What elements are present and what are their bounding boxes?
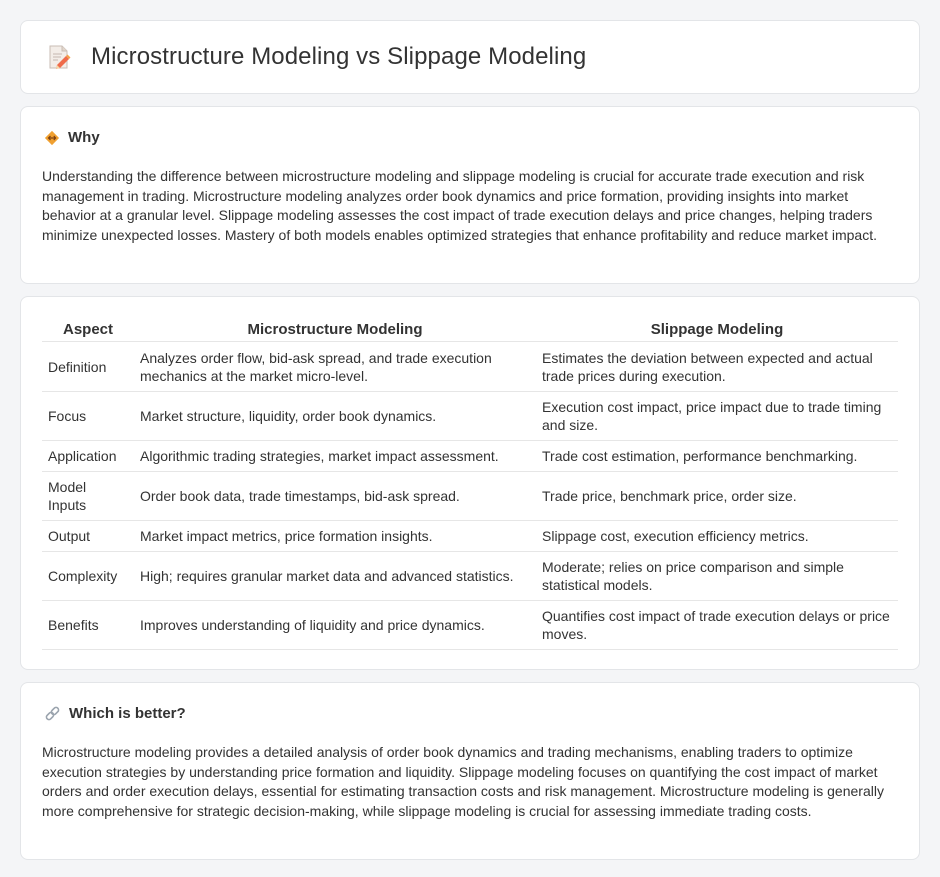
why-heading: [42, 129, 898, 146]
row-microstructure: High; requires granular market data and advanced statistics.: [134, 552, 536, 601]
row-slippage: Quantifies cost impact of trade execution delays or price moves.: [536, 601, 898, 650]
table-row: [42, 552, 898, 601]
table-row: [42, 472, 898, 521]
diamond-arrows-icon: [44, 130, 60, 146]
link-icon: [44, 705, 61, 722]
header-microstructure: Microstructure Modeling: [247, 321, 423, 338]
row-microstructure: Order book data, trade timestamps, bid-ask spread.: [134, 472, 536, 521]
row-aspect: Benefits: [42, 601, 134, 650]
page-title: Microstructure Modeling vs Slippage Modeling: [91, 43, 587, 70]
row-microstructure: Market structure, liquidity, order book dynamics.: [134, 392, 536, 441]
header-slippage: Slippage Modeling: [650, 321, 784, 338]
row-microstructure: Algorithmic trading strategies, market impact assessment.: [134, 441, 536, 472]
header-card: [20, 20, 920, 94]
table-row: [42, 521, 898, 552]
row-aspect: Complexity: [42, 552, 134, 601]
which-is-better-section: [20, 682, 920, 860]
header-aspect: Aspect: [62, 321, 114, 338]
row-aspect: Focus: [42, 392, 134, 441]
why-title: Why: [68, 129, 100, 146]
comparison-table-card: [20, 296, 920, 670]
why-paragraph: Understanding the difference between microstructure modeling and slippage modeling is crucial for accurate trade execution and risk management in trading. Microstructure modeling analyzes order book dynamics and price formation, providing insights into market behavior at a granular level. Slippage modeling assesses the cost impact of trade execution delays and price changes, helping traders minimize unexpected losses. Mastery of both models enables optimized strategies that enhance profitability and reduce market impact.: [42, 168, 877, 243]
document-pencil-icon: [47, 44, 71, 70]
comparison-table: [42, 317, 898, 650]
better-heading: [42, 705, 898, 722]
better-paragraph: Microstructure modeling provides a detailed analysis of order book dynamics and trading mechanisms, enabling traders to optimize execution strategies by understanding price formation and liquidity. Slippage modeling focuses on quantifying the cost impact of market orders and order execution delays, essential for estimating transaction costs and risk management. Microstructure modeling is generally more comprehensive for strategic decision-making, while slippage modeling is crucial for assessing immediate trading costs.: [42, 744, 884, 819]
table-header-row: [42, 317, 898, 342]
row-slippage: Moderate; relies on price comparison and simple statistical models.: [536, 552, 898, 601]
row-aspect: Definition: [42, 342, 134, 392]
row-microstructure: Improves understanding of liquidity and price dynamics.: [134, 601, 536, 650]
table-row: [42, 441, 898, 472]
row-microstructure: Market impact metrics, price formation insights.: [134, 521, 536, 552]
row-slippage: Slippage cost, execution efficiency metrics.: [536, 521, 898, 552]
row-slippage: Estimates the deviation between expected and actual trade prices during execution.: [536, 342, 898, 392]
table-row: [42, 392, 898, 441]
row-aspect: Output: [42, 521, 134, 552]
row-microstructure: Analyzes order flow, bid-ask spread, and trade execution mechanics at the market micro-level.: [134, 342, 536, 392]
row-slippage: Trade price, benchmark price, order size.: [536, 472, 898, 521]
row-slippage: Execution cost impact, price impact due to trade timing and size.: [536, 392, 898, 441]
table-row: [42, 342, 898, 392]
row-slippage: Trade cost estimation, performance benchmarking.: [536, 441, 898, 472]
row-aspect: Model Inputs: [42, 472, 134, 521]
table-row: [42, 601, 898, 650]
why-section: [20, 106, 920, 284]
better-title: Which is better?: [69, 705, 186, 722]
row-aspect: Application: [42, 441, 134, 472]
